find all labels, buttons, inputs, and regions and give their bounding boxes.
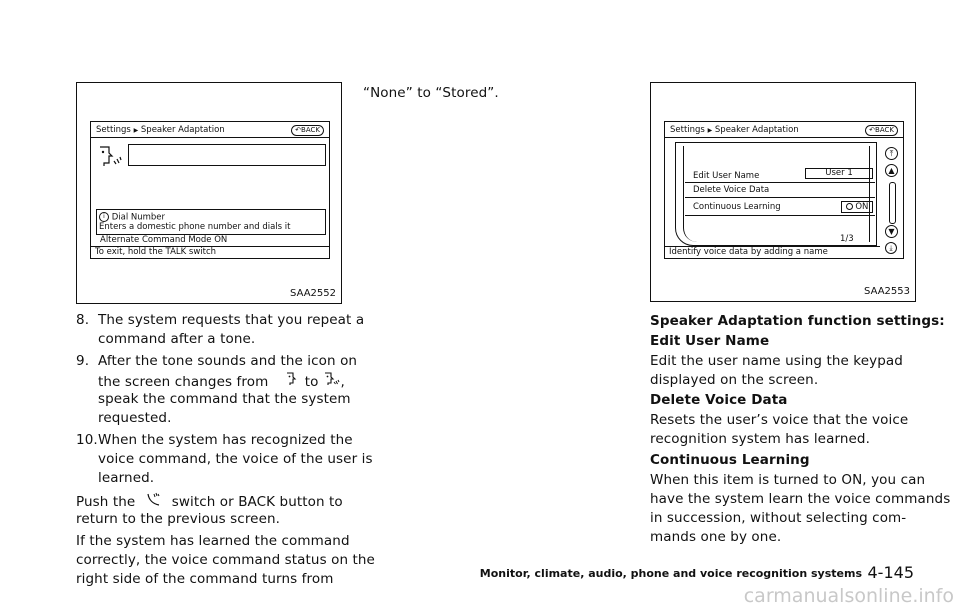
back-button[interactable]: ↶BACK	[291, 125, 324, 136]
breadcrumb-settings: Settings	[96, 125, 131, 135]
status-para-line-2: correctly, the voice command status on the	[76, 552, 375, 568]
item-8-number: 8.	[76, 312, 90, 328]
breadcrumb-arrow-icon: ▶	[133, 127, 139, 134]
scrollbar-track[interactable]	[889, 182, 896, 224]
push-line-2: return to the previous screen.	[76, 511, 281, 527]
command-box	[96, 209, 326, 235]
item-10-line-1: When the system has recognized the	[98, 432, 353, 448]
voice-input-box	[128, 144, 326, 166]
item-9-line-3: speak the command that the system	[98, 391, 351, 407]
page-number: 4-145	[867, 563, 914, 582]
screen-title	[96, 125, 225, 136]
screen-title	[670, 125, 799, 136]
command-title: Dial Number	[111, 212, 166, 223]
item-8-line-1: The system requests that you repeat a	[98, 312, 365, 328]
screen-2	[664, 121, 904, 259]
scroll-top-button[interactable]: ⤒	[885, 147, 898, 160]
voice-speaking-icon	[96, 144, 122, 170]
status-para-continued: “None” to “Stored”.	[363, 85, 499, 101]
menu-item-delete-voice-data[interactable]: Delete Voice Data	[693, 185, 770, 195]
breadcrumb-speaker-adaptation: Speaker Adaptation	[714, 125, 799, 135]
back-arrow-icon: ↶	[295, 126, 302, 134]
scroll-up-button[interactable]: ▲	[885, 164, 898, 177]
continuous-learning-line-4: mands one by one.	[650, 529, 782, 545]
figure-code: SAA2553	[864, 286, 910, 297]
item-9-line-1: After the tone sounds and the icon on	[98, 353, 358, 369]
menu-item-continuous-learning[interactable]: Continuous Learning	[693, 202, 781, 212]
scroll-down-button[interactable]: ▼	[885, 225, 898, 238]
figure-code: SAA2552	[290, 288, 336, 299]
menu-item-edit-user-name[interactable]: Edit User Name	[693, 171, 760, 181]
back-arrow-icon: ↶	[869, 126, 876, 134]
indicator-icon	[846, 203, 853, 210]
breadcrumb-settings: Settings	[670, 125, 705, 135]
item-8-line-2: command after a tone.	[98, 331, 256, 347]
item-9-number: 9.	[76, 353, 90, 369]
continuous-learning-line-3: in succession, without selecting com-	[650, 510, 907, 526]
command-desc: Enters a domestic phone number and dials it	[99, 222, 291, 232]
breadcrumb-speaker-adaptation: Speaker Adaptation	[140, 125, 225, 135]
continuous-learning-toggle[interactable]: ON	[841, 201, 873, 213]
item-9-line-4: requested.	[98, 410, 172, 426]
screen-1	[90, 121, 330, 259]
item-10-line-3: learned.	[98, 470, 155, 486]
edit-user-name-heading: Edit User Name	[650, 333, 770, 349]
alt-mode-status: Alternate Command Mode ON	[100, 235, 228, 245]
user-value-box: User 1	[805, 168, 873, 179]
menu-divider	[685, 215, 875, 216]
menu-divider	[685, 182, 875, 183]
push-line-1: Push the switch or BACK button to	[76, 491, 343, 513]
item-10-number: 10.	[76, 432, 98, 448]
title-divider	[665, 137, 903, 138]
delete-voice-data-line-1: Resets the user’s voice that the voice	[650, 412, 909, 428]
info-icon: i	[99, 212, 109, 222]
section-heading: Speaker Adaptation function settings:	[650, 313, 945, 329]
status-para-line-1: If the system has learned the command	[76, 533, 350, 549]
delete-voice-data-heading: Delete Voice Data	[650, 392, 788, 408]
figure-saa2552	[76, 82, 342, 304]
item-9-line-2: the screen changes from to ,	[98, 371, 345, 393]
breadcrumb-arrow-icon: ▶	[707, 127, 713, 134]
title-divider	[91, 137, 329, 138]
watermark: carmanualsonline.info	[743, 585, 954, 607]
continuous-learning-heading: Continuous Learning	[650, 452, 810, 468]
exit-hint: To exit, hold the TALK switch	[95, 247, 217, 257]
delete-voice-data-line-2: recognition system has learned.	[650, 431, 870, 447]
item-10-line-2: voice command, the voice of the user is	[98, 451, 373, 467]
scroll-bottom-button[interactable]: ⤓	[885, 242, 897, 254]
edit-user-name-line-1: Edit the user name using the keypad	[650, 353, 903, 369]
figure-saa2553	[650, 82, 916, 302]
continuous-learning-line-1: When this item is turned to ON, you can	[650, 472, 926, 488]
page-indicator: 1/3	[840, 234, 854, 244]
status-para-line-3: right side of the command turns from	[76, 571, 334, 587]
edit-user-name-line-2: displayed on the screen.	[650, 372, 819, 388]
continuous-learning-line-2: have the system learn the voice commands	[650, 491, 951, 507]
back-button[interactable]: ↶BACK	[865, 125, 898, 136]
hint-text: Identify voice data by adding a name	[669, 247, 828, 257]
footer-section-title: Monitor, climate, audio, phone and voice recognition systems	[479, 567, 862, 580]
menu-divider	[685, 197, 875, 198]
